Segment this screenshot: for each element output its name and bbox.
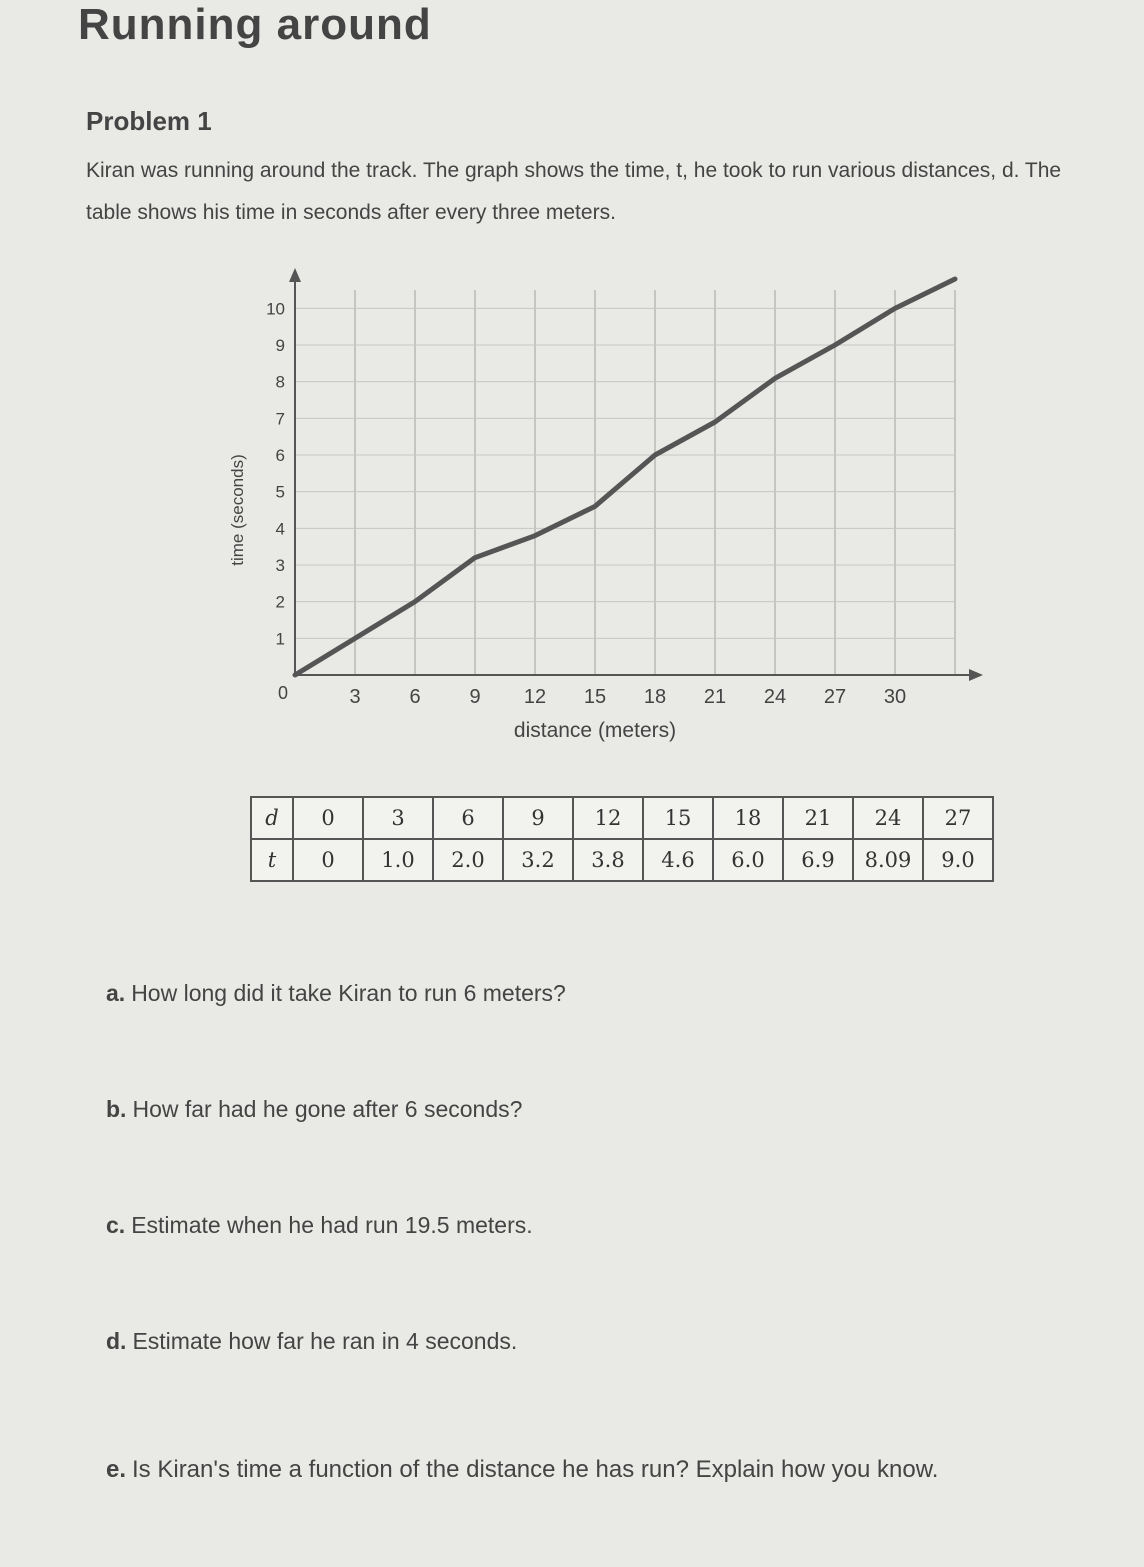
y-tick-label: 7 [275, 409, 285, 429]
y-tick-label: 1 [275, 629, 285, 649]
table-cell: 6.0 [713, 839, 783, 881]
y-tick-label: 9 [275, 336, 285, 355]
x-tick-label: 6 [409, 686, 421, 708]
table-cell: 9 [503, 797, 573, 839]
question-text: Estimate when he had run 19.5 meters. [131, 1212, 533, 1238]
problem-intro: Kiran was running around the track. The graph shows the time, t, he took to run various distances, d. The table shows his time in seconds after every three meters. [86, 159, 1062, 224]
x-tick-label: 3 [349, 686, 361, 708]
series-line [295, 279, 955, 675]
question-letter: c. [106, 1212, 126, 1238]
x-axis-arrow [969, 669, 983, 681]
question-text: How far had he gone after 6 seconds? [132, 1096, 523, 1122]
question-c [106, 1212, 533, 1239]
problem-heading: Problem 1 [86, 106, 212, 136]
y-tick-label: 6 [275, 446, 285, 465]
table-cell: 8.09 [853, 839, 923, 881]
question-text: Is Kiran's time a function of the distance he has run? Explain how you know. [132, 1456, 939, 1483]
question-e [106, 1456, 938, 1484]
table-row-distance [251, 797, 993, 839]
table-cell: 6.9 [783, 839, 853, 881]
table-cell: 24 [853, 797, 923, 839]
y-tick-label: 8 [275, 372, 285, 392]
question-b [106, 1096, 522, 1123]
x-tick-label: 12 [523, 686, 547, 708]
question-text: Estimate how far he ran in 4 seconds. [132, 1328, 518, 1354]
y-tick-label: 4 [275, 519, 285, 539]
table-cell: 3 [363, 797, 433, 839]
table-cell: 0 [293, 839, 363, 881]
x-tick-label: 21 [703, 686, 727, 708]
x-tick-label: 9 [469, 686, 481, 708]
table-cell: 3.8 [573, 839, 643, 881]
x-axis-label: distance (meters) [513, 719, 677, 742]
time-distance-chart [200, 170, 1020, 742]
question-letter: a. [106, 980, 126, 1006]
question-letter: e. [106, 1456, 127, 1483]
table-cell: 12 [573, 797, 643, 839]
table-row-time [251, 839, 993, 881]
question-text: How long did it take Kiran to run 6 meters? [131, 980, 566, 1006]
table-cell: 6 [433, 797, 503, 839]
y-tick-label: 3 [275, 556, 285, 575]
table-cell: 1.0 [363, 839, 433, 881]
y-axis-label: time (seconds) [228, 454, 247, 566]
question-letter: d. [106, 1328, 127, 1354]
table-cell: 4.6 [643, 839, 713, 881]
table-cell: 2.0 [433, 839, 503, 881]
row-label-d: d [251, 797, 293, 839]
y-tick-label: 5 [275, 482, 285, 502]
table-cell: 9.0 [923, 839, 993, 881]
table-cell: 27 [923, 797, 993, 839]
table-cell: 15 [643, 797, 713, 839]
table-cell: 0 [293, 797, 363, 839]
x-tick-label: 24 [763, 686, 787, 708]
x-tick-label: 15 [583, 686, 607, 708]
y-axis-arrow [289, 268, 301, 282]
x-tick-label: 30 [883, 686, 907, 708]
table-cell: 21 [783, 797, 853, 839]
table-cell: 18 [713, 797, 783, 839]
page-title: Running around [78, 0, 432, 49]
table-cell: 3.2 [503, 839, 573, 881]
row-label-t: t [251, 839, 293, 881]
data-table [250, 796, 994, 882]
question-letter: b. [106, 1096, 127, 1122]
origin-label: 0 [277, 683, 289, 703]
y-tick-label: 10 [266, 299, 285, 319]
x-tick-label: 27 [823, 686, 847, 708]
question-a [106, 980, 566, 1007]
x-tick-label: 18 [643, 686, 667, 708]
question-d [106, 1328, 517, 1355]
y-tick-label: 2 [275, 592, 285, 612]
